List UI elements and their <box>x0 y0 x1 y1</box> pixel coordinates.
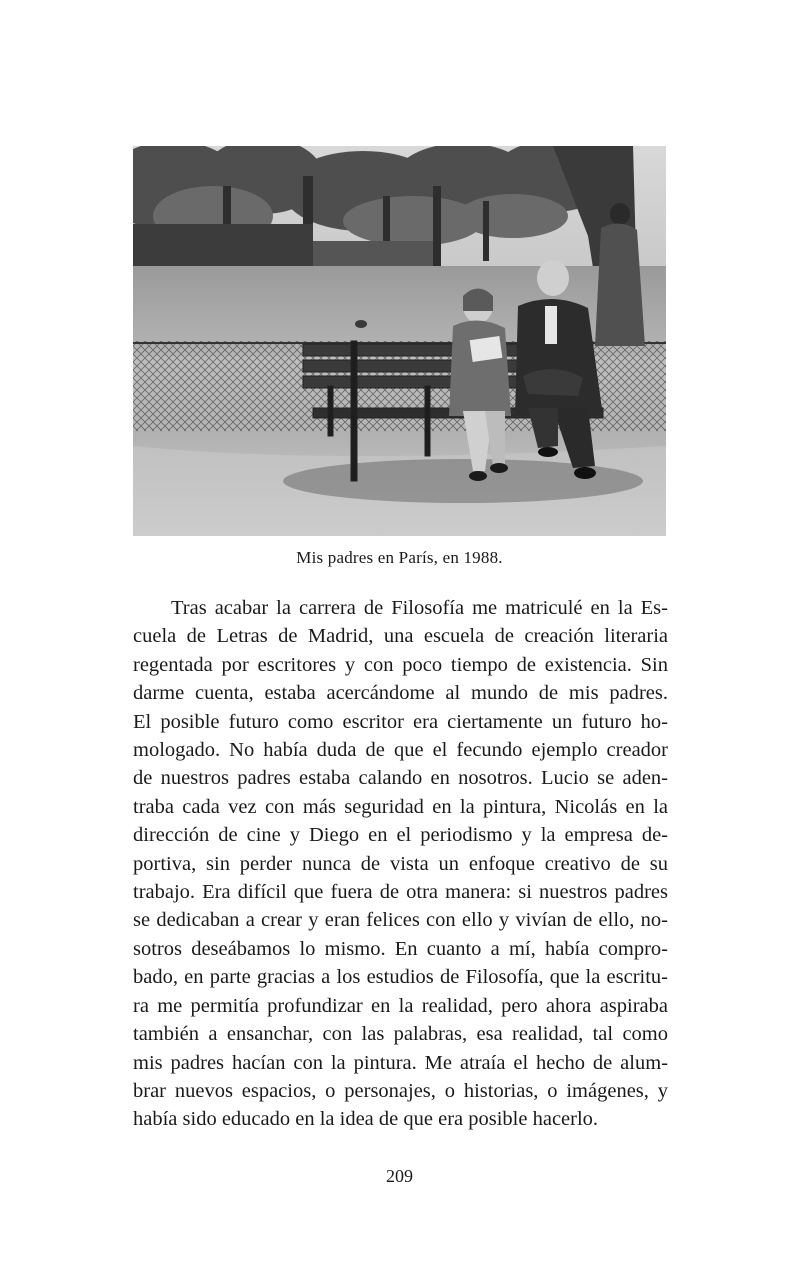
text-line: sotros deseábamos lo mismo. En cuanto a mí, había compro- <box>133 937 668 960</box>
text-line: El posible futuro como escritor era ciertamente un futuro ho- <box>133 710 668 733</box>
text-line: darme cuenta, estaba acercándome al mundo de mis padres. <box>133 682 668 705</box>
text-line: ra me permitía profundizar en la realidad, pero ahora aspiraba <box>133 994 668 1017</box>
text-line: de nuestros padres estaba calando en nosotros. Lucio se aden- <box>133 767 668 790</box>
text-line: se dedicaban a crear y eran felices con ello y vivían de ello, no- <box>133 909 668 932</box>
text-line: regentada por escritores y con poco tiempo de existencia. Sin <box>133 653 668 676</box>
photograph-parents-on-bench <box>133 146 666 536</box>
text-line: también a ensanchar, con las palabras, esa realidad, tal como <box>133 1023 668 1046</box>
text-line: dirección de cine y Diego en el periodismo y la empresa de- <box>133 824 668 847</box>
text-line: mologado. No había duda de que el fecundo ejemplo creador <box>133 739 668 762</box>
page-number: 209 <box>386 1166 413 1186</box>
text-line: brar nuevos espacios, o personajes, o historias, o imágenes, y <box>133 1079 668 1102</box>
text-line: bado, en parte gracias a los estudios de Filosofía, que la escritu- <box>133 966 668 989</box>
text-line: portiva, sin perder nunca de vista un enfoque creativo de su <box>133 852 668 875</box>
text-line: traba cada vez con más seguridad en la pintura, Nicolás en la <box>133 795 668 818</box>
body-paragraph <box>133 594 668 1134</box>
photo-caption: Mis padres en París, en 1988. <box>296 548 503 567</box>
text-line: cuela de Letras de Madrid, una escuela de creación literaria <box>133 625 668 648</box>
photo-illustration <box>133 146 666 536</box>
text-line: había sido educado en la idea de que era posible hacerlo. <box>133 1108 599 1131</box>
text-line: Tras acabar la carrera de Filosofía me matriculé en la Es- <box>171 597 668 619</box>
text-line: mis padres hacían con la pintura. Me atraía el hecho de alum- <box>133 1051 668 1074</box>
text-line: trabajo. Era difícil que fuera de otra manera: si nuestros padres <box>133 881 668 904</box>
